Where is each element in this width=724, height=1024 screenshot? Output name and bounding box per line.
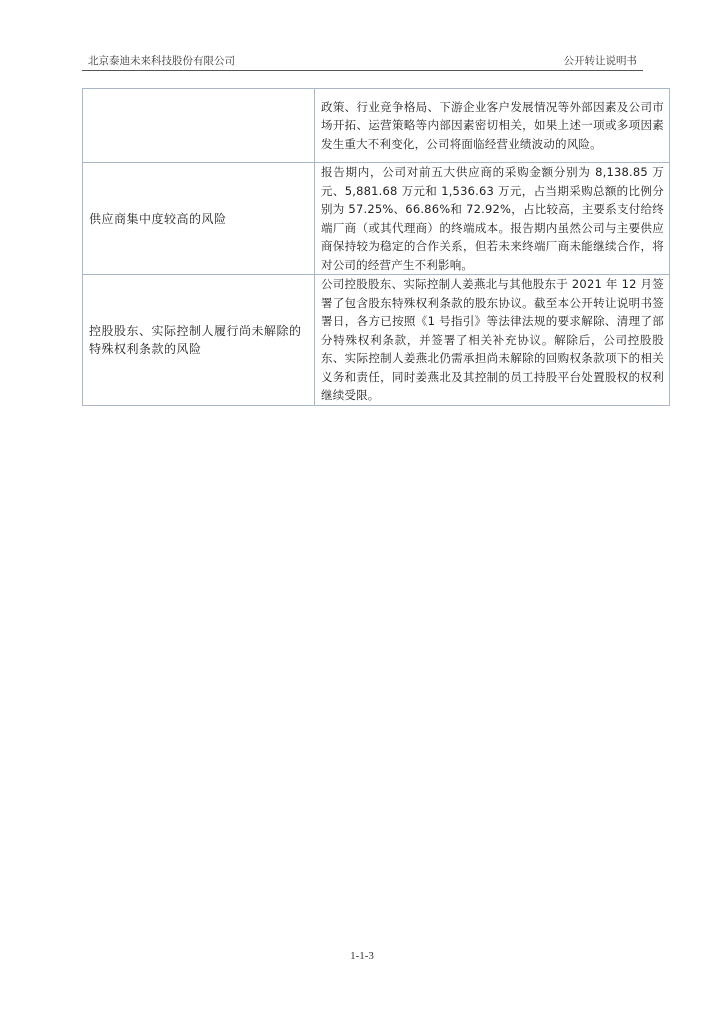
risk-name-cell: 控股股东、实际控制人履行尚未解除的特殊权利条款的风险	[83, 275, 315, 406]
table-row	[83, 163, 670, 275]
table-row	[83, 275, 670, 406]
risk-description-cell: 报告期内，公司对前五大供应商的采购金额分别为 8,138.85 万元、5,881.68 万元和 1,536.63 万元，占当期采购总额的比例分别为 57.25%、66.86%和 72.92%，占比较高，主要系支付给终端厂商（或其代理商）的终端成本。报告期内虽然公司与主要供应商保持较为稳定的合作关系，但若未来终端厂商未能继续合作，将对公司的经营产生不利影响。	[315, 163, 670, 275]
page-number: 1-1-3	[350, 950, 374, 962]
header-company-name: 北京泰迪未来科技股份有限公司	[88, 55, 235, 67]
page-header	[82, 50, 643, 71]
risk-name-cell	[83, 89, 315, 163]
header-document-title: 公开转让说明书	[563, 55, 637, 67]
risk-table	[82, 88, 670, 406]
risk-name-cell: 供应商集中度较高的风险	[83, 163, 315, 275]
table-row	[83, 89, 670, 163]
risk-description-cell: 公司控股股东、实际控制人姜燕北与其他股东于 2021 年 12 月签署了包含股东特殊权利条款的股东协议。截至本公开转让说明书签署日，各方已按照《1 号指引》等法律法规的要求解除、清理了部分特殊权利条款，并签署了相关补充协议。解除后，公司控股股东、实际控制人姜燕北仍需承担尚未解除的回购权条款项下的相关义务和责任，同时姜燕北及其控制的员工持股平台处置股权的权利继续受限。	[315, 275, 670, 406]
risk-description-cell: 政策、行业竞争格局、下游企业客户发展情况等外部因素及公司市场开拓、运营策略等内部因素密切相关，如果上述一项或多项因素发生重大不利变化，公司将面临经营业绩波动的风险。	[315, 89, 670, 163]
